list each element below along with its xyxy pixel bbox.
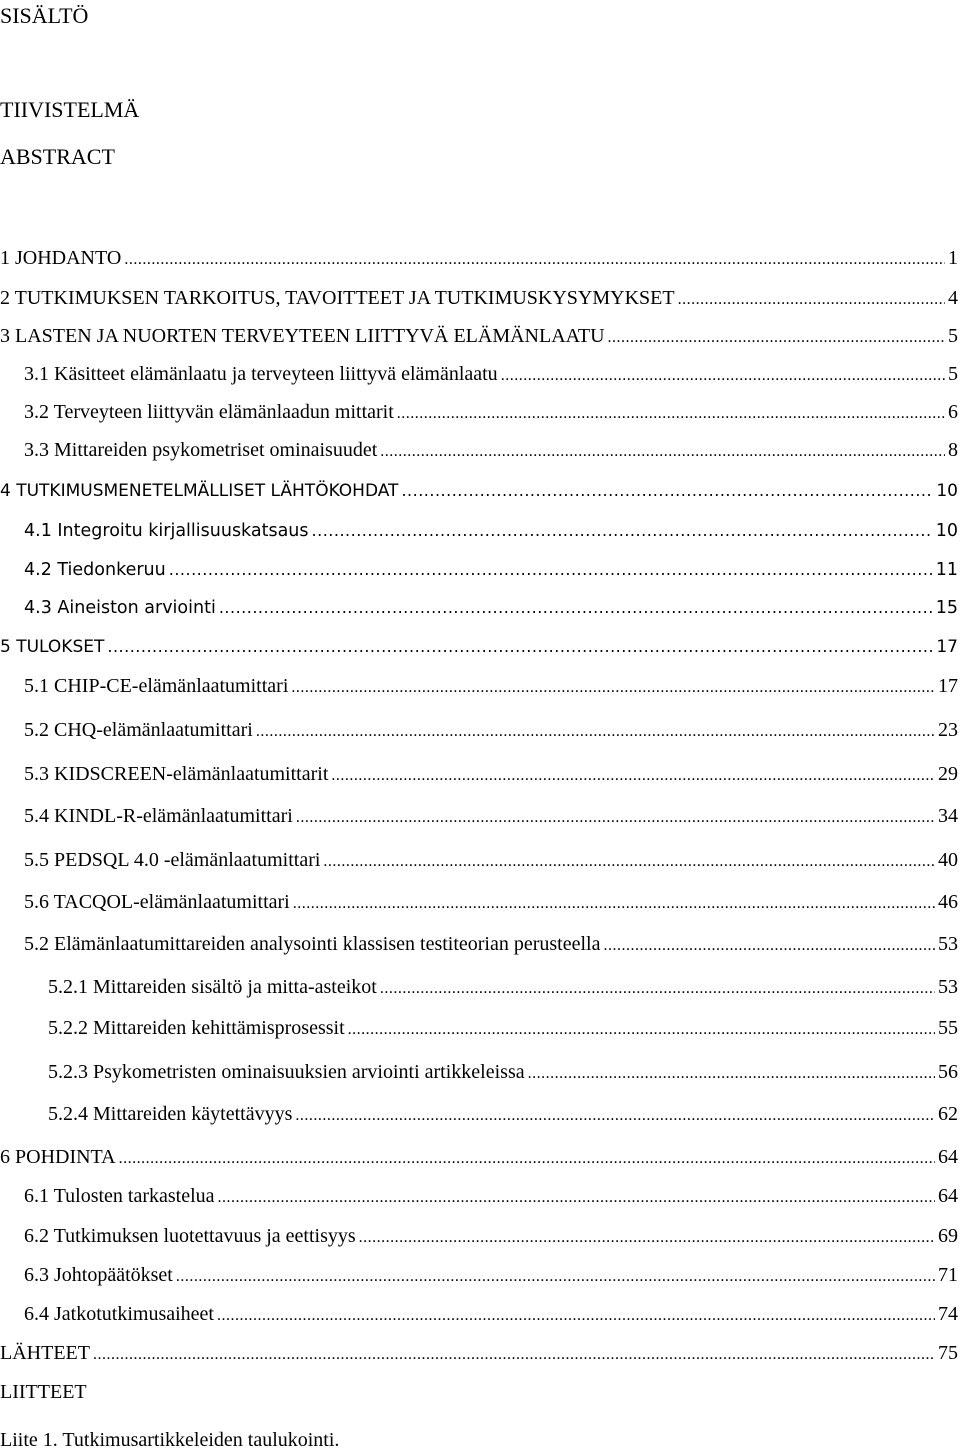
toc-entry-page-number: 17	[936, 637, 958, 657]
toc-entry[interactable]	[24, 802, 958, 830]
toc-entry-label: 5.4 KINDL-R-elämänlaatumittari	[24, 805, 293, 827]
abstract-fi-heading: TIIVISTELMÄ	[0, 97, 140, 122]
toc-entry[interactable]	[0, 1143, 958, 1171]
toc-entry-page-number: 53	[938, 976, 958, 998]
toc-entry-page-number: 62	[938, 1103, 958, 1125]
appendix-heading: LIITTEET	[0, 1381, 87, 1403]
toc-entry-page-number: 71	[938, 1264, 958, 1286]
toc-entry[interactable]	[24, 760, 958, 788]
toc-entry-label: 5.5 PEDSQL 4.0 -elämänlaatumittari	[24, 849, 321, 871]
toc-entry[interactable]	[24, 672, 958, 700]
toc-entry[interactable]	[24, 398, 958, 426]
toc-entry-label: 3.2 Terveyteen liittyvän elämänlaadun mittarit	[24, 401, 394, 423]
toc-dot-leader	[124, 246, 945, 274]
toc-entry-page-number: 64	[938, 1146, 958, 1168]
toc-dot-leader	[501, 362, 945, 390]
toc-entry[interactable]	[0, 1339, 958, 1367]
toc-entry-page-number: 17	[938, 675, 958, 697]
toc-dot-leader	[401, 477, 933, 505]
toc-dot-leader	[219, 594, 933, 622]
appendix-item: Liite 1. Tutkimusartikkeleiden taulukointi.	[0, 1429, 340, 1451]
toc-entry[interactable]	[48, 973, 958, 1001]
toc-entry-page-number: 6	[948, 401, 958, 423]
toc-entry-label: 6.4 Jatkotutkimusaiheet	[24, 1303, 214, 1325]
toc-entry[interactable]	[0, 244, 958, 272]
toc-entry-page-number: 10	[935, 521, 958, 541]
toc-entry-label: 5.2.1 Mittareiden sisältö ja mitta-asteikot	[48, 976, 377, 998]
toc-entry[interactable]	[48, 1058, 958, 1086]
toc-dot-leader	[528, 1060, 935, 1088]
toc-entry-page-number: 15	[935, 598, 958, 618]
toc-entry[interactable]	[0, 284, 958, 312]
toc-dot-leader	[256, 718, 935, 746]
toc-entry-label: 5.2.4 Mittareiden käytettävyys	[48, 1103, 293, 1125]
toc-entry-label: 6.3 Johtopäätökset	[24, 1264, 173, 1286]
toc-entry[interactable]	[24, 556, 958, 584]
toc-entry[interactable]	[48, 1014, 958, 1042]
toc-entry-label: 4.3 Aineiston arviointi	[24, 598, 216, 618]
toc-entry[interactable]	[24, 436, 958, 464]
toc-dot-leader	[218, 1184, 935, 1212]
toc-entry[interactable]	[24, 716, 958, 744]
toc-entry-label: 3.3 Mittareiden psykometriset ominaisuudet	[24, 439, 378, 461]
toc-entry-page-number: 23	[938, 719, 958, 741]
toc-dot-leader	[176, 1263, 935, 1291]
toc-entry-label: 6 POHDINTA	[0, 1146, 116, 1168]
toc-entry-page-number: 34	[938, 805, 958, 827]
toc-entry-page-number: 8	[948, 439, 958, 461]
toc-dot-leader	[107, 633, 933, 661]
toc-entry-label: 5.6 TACQOL-elämänlaatumittari	[24, 891, 290, 913]
toc-entry[interactable]	[24, 360, 958, 388]
toc-entry-page-number: 53	[938, 933, 958, 955]
toc-entry-label: 6.1 Tulosten tarkastelua	[24, 1185, 215, 1207]
toc-entry-label: 6.2 Tutkimuksen luotettavuus ja eettisyys	[24, 1225, 356, 1247]
toc-dot-leader	[93, 1341, 935, 1369]
toc-dot-leader	[380, 438, 945, 466]
toc-dot-leader	[119, 1145, 935, 1173]
toc-entry[interactable]	[24, 930, 958, 958]
toc-entry-label: 5.2.3 Psykometristen ominaisuuksien arviointi artikkeleissa	[48, 1061, 525, 1083]
toc-entry-page-number: 74	[938, 1303, 958, 1325]
toc-entry-page-number: 11	[935, 560, 958, 580]
toc-dot-leader	[312, 517, 933, 545]
toc-entry-label: LÄHTEET	[0, 1342, 90, 1364]
toc-entry-page-number: 1	[948, 247, 958, 269]
toc-entry[interactable]	[0, 633, 958, 661]
toc-entry[interactable]	[24, 1261, 958, 1289]
toc-entry-label: 5 TULOKSET	[0, 637, 105, 657]
toc-entry-page-number: 64	[938, 1185, 958, 1207]
toc-dot-leader	[603, 932, 935, 960]
toc-entry-page-number: 69	[938, 1225, 958, 1247]
contents-heading: SISÄLTÖ	[0, 3, 89, 28]
toc-entry-label: 5.1 CHIP-CE-elämänlaatumittari	[24, 675, 289, 697]
toc-dot-leader	[293, 890, 935, 918]
toc-entry-label: 5.2 CHQ-elämänlaatumittari	[24, 719, 253, 741]
toc-dot-leader	[296, 804, 935, 832]
toc-dot-leader	[348, 1016, 935, 1044]
toc-entry[interactable]	[48, 1100, 958, 1128]
toc-entry-label: 4.2 Tiedonkeruu	[24, 560, 166, 580]
toc-entry[interactable]	[24, 1182, 958, 1210]
toc-entry-page-number: 29	[938, 763, 958, 785]
toc-entry-page-number: 75	[938, 1342, 958, 1364]
toc-entry-label: 5.3 KIDSCREEN-elämänlaatumittarit	[24, 763, 329, 785]
abstract-en-heading: ABSTRACT	[0, 144, 115, 169]
toc-entry[interactable]	[24, 1222, 958, 1250]
toc-entry[interactable]	[24, 846, 958, 874]
toc-dot-leader	[217, 1302, 935, 1330]
toc-entry-label: 2 TUTKIMUKSEN TARKOITUS, TAVOITTEET JA TUTKIMUSKYSYMYKSET	[0, 287, 675, 309]
toc-entry-label: 4.1 Integroitu kirjallisuuskatsaus	[24, 521, 309, 541]
toc-entry[interactable]	[24, 888, 958, 916]
toc-entry-page-number: 40	[938, 849, 958, 871]
toc-dot-leader	[380, 975, 935, 1003]
toc-entry-page-number: 55	[938, 1017, 958, 1039]
toc-entry-label: 5.2 Elämänlaatumittareiden analysointi klassisen testiteorian perusteella	[24, 933, 601, 955]
toc-entry-page-number: 4	[948, 287, 958, 309]
toc-dot-leader	[295, 1102, 935, 1130]
toc-entry[interactable]	[24, 517, 958, 545]
toc-dot-leader	[397, 400, 945, 428]
toc-entry[interactable]	[24, 594, 958, 622]
toc-entry-label: 1 JOHDANTO	[0, 247, 122, 269]
toc-dot-leader	[359, 1224, 935, 1252]
toc-entry-label: 4 TUTKIMUSMENETELMÄLLISET LÄHTÖKOHDAT	[0, 481, 399, 501]
toc-entry[interactable]	[0, 477, 958, 505]
toc-entry-page-number: 56	[938, 1061, 958, 1083]
toc-entry-page-number: 5	[948, 363, 958, 385]
toc-dot-leader	[608, 324, 945, 352]
toc-entry-label: 5.2.2 Mittareiden kehittämisprosessit	[48, 1017, 345, 1039]
toc-entry[interactable]	[24, 1300, 958, 1328]
toc-entry-label: 3 LASTEN JA NUORTEN TERVEYTEEN LIITTYVÄ ELÄMÄNLAATU	[0, 325, 605, 347]
toc-entry[interactable]	[0, 322, 958, 350]
toc-dot-leader	[169, 556, 933, 584]
toc-dot-leader	[331, 762, 935, 790]
toc-dot-leader	[678, 286, 945, 314]
toc-dot-leader	[291, 674, 935, 702]
toc-entry-page-number: 5	[948, 325, 958, 347]
toc-entry-page-number: 46	[938, 891, 958, 913]
toc-entry-label: 3.1 Käsitteet elämänlaatu ja terveyteen liittyvä elämänlaatu	[24, 363, 498, 385]
toc-entry-page-number: 10	[936, 481, 958, 501]
toc-dot-leader	[323, 848, 935, 876]
